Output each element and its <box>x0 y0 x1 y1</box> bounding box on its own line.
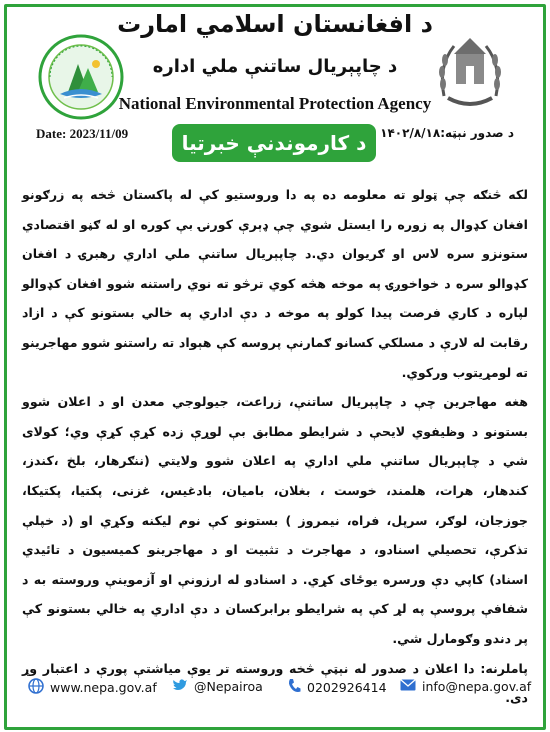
phone-number[interactable]: 0202926414 <box>307 680 387 695</box>
phone-icon <box>287 678 301 697</box>
phone-contact[interactable] <box>287 678 387 697</box>
globe-icon <box>28 678 44 697</box>
body-paragraph-3: پاملرنه: دا اعلان د صدور له نېټې څخه وروسته تر یوې میاشتې پورې د اعتبار وړ دی. <box>22 660 528 706</box>
body-paragraph-2: هغه مهاجرین چې د چاپېریال ساتنې، زراعت، جیولوجي معدن او د اعلان شوو بستونو د وظیفوي لایحې د شرایطو مطابق بې لوړې زده کړې کړې وي؛ کولای شي د چاپېریال ساتنې ملي اداري په اعلان شوو ولایتي (ننګرهار، بلخ ،کندز، کندهار، هرات، هلمند، خوست ، بغلان، بامیان، بادغیس، غزنی، پکتیا، پکتیکا، جوزجان، لوګر، سرپل، فراه، نیمروز ) بستونو کې نوم لیکنه وکړي او (د خپلې تذکرې، تحصیلي اسنادو، د مهاجرت د تثبیت او د مهاجرینو کمیسیون د تائیدي اسناد) کاپي دې ورسره یوځای کړي. د اسنادو له ارزونې او آزموینې وروسته به د شفافې پروسې په لړ کې په شرایطو برابرکسان د دې اداري په خالي بستونو کې پر دندو وګومارل شي. <box>22 394 528 646</box>
contact-footer <box>0 668 550 708</box>
envelope-icon <box>400 679 416 694</box>
website-contact[interactable] <box>28 678 157 697</box>
issue-date-label: د صدور نېټه:۱۴۰۲/۸/۱۸ <box>380 126 514 140</box>
emirate-emblem <box>432 26 508 114</box>
date-label: Date: 2023/11/09 <box>36 126 129 141</box>
announcement-body <box>22 180 528 713</box>
body-paragraph-1: لکه څنګه چې ټولو ته معلومه ده په دا وروستیو کې له پاکستان څخه په زرګونو افغان کډوال په زوره را ایستل شوي چې ډېرې کورنۍ بې کوره او له ګڼو اقتصادي ستونزو سره لاس او ګریوان دي.د چاپېریال ساتنې ملي اداري رهبرۍ د افغان کډوالو سره د خواخوږۍ په موخه هڅه کوي ترڅو ته نوي راستنه شوو افغان کډوالو لپاره د کاري فرصت پیدا کولو په موخه د دې اداري په خالي بستونو کې د ازاد رقابت له لارې د مسلکي کسانو ګمارنې پروسه کې هېواد ته راستنو شوو مهاجرینو ته لومړیتوب ورکوي. <box>22 187 528 380</box>
twitter-handle[interactable]: @Nepairoa <box>194 679 263 694</box>
twitter-contact[interactable] <box>172 678 263 695</box>
letterhead <box>0 0 550 120</box>
agency-name-english: National Environmental Protection Agency <box>118 94 432 113</box>
email-contact[interactable] <box>400 678 531 694</box>
agency-name-pashto: د چاپېریال ساتنې ملي اداره <box>152 56 398 77</box>
twitter-bird-icon <box>172 678 188 695</box>
website-link[interactable]: www.nepa.gov.af <box>50 680 157 695</box>
email-address[interactable]: info@nepa.gov.af <box>422 679 532 694</box>
page-title: د افغانستان اسلامي امارت <box>117 10 433 38</box>
announcement-banner: د کارموندنې خبرتیا <box>172 124 376 162</box>
